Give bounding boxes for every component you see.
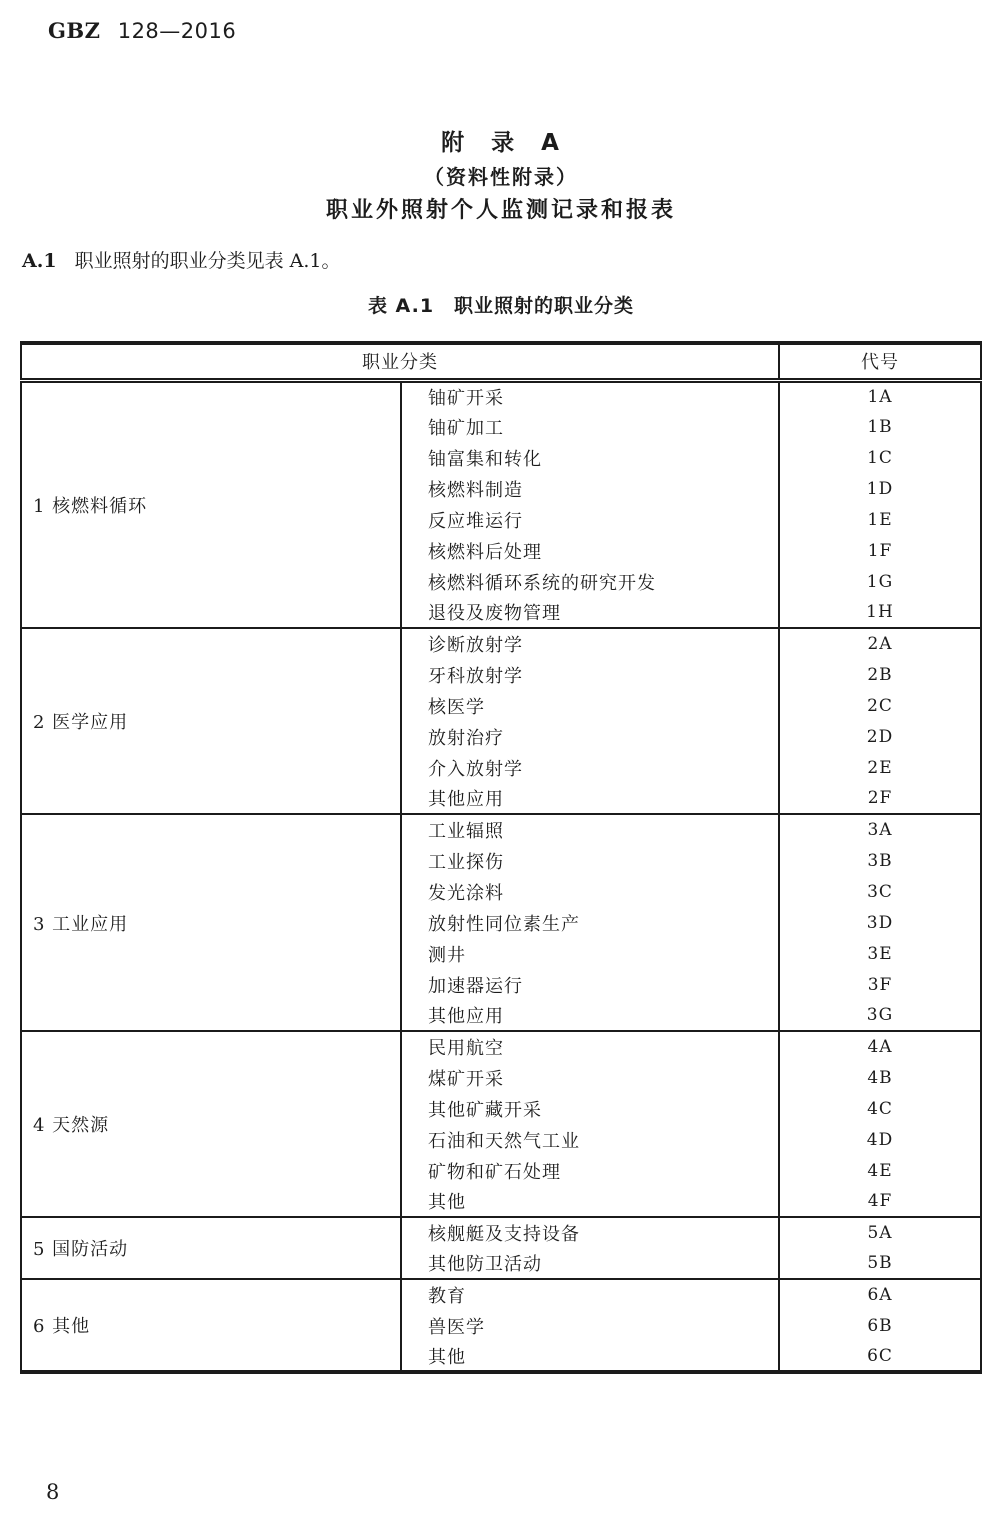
code-cell: 6A — [779, 1279, 981, 1310]
activity-cell: 民用航空 — [401, 1031, 779, 1062]
group-label-cell: 6 其他 — [21, 1279, 401, 1372]
activity-cell: 牙科放射学 — [401, 659, 779, 690]
code-cell: 1G — [779, 566, 981, 597]
code-cell: 4F — [779, 1186, 981, 1217]
code-cell: 4E — [779, 1155, 981, 1186]
code-cell: 3G — [779, 1000, 981, 1031]
group-label-cell: 5 国防活动 — [21, 1217, 401, 1279]
code-cell: 2B — [779, 659, 981, 690]
appendix-heading: 职业外照射个人监测记录和报表 — [325, 198, 676, 223]
code-cell: 5B — [779, 1248, 981, 1279]
code-cell: 2E — [779, 752, 981, 783]
code-cell: 4C — [779, 1093, 981, 1124]
appendix-title: 附 录 A — [441, 130, 561, 156]
group-label-cell: 4 天然源 — [21, 1031, 401, 1217]
table-row — [21, 1279, 981, 1310]
activity-cell: 铀富集和转化 — [401, 442, 779, 473]
table-row — [21, 628, 981, 659]
table-row — [21, 814, 981, 845]
activity-cell: 诊断放射学 — [401, 628, 779, 659]
activity-cell: 核燃料后处理 — [401, 535, 779, 566]
group-label-cell: 1 核燃料循环 — [21, 380, 401, 628]
activity-cell: 煤矿开采 — [401, 1062, 779, 1093]
activity-cell: 加速器运行 — [401, 969, 779, 1000]
table-row — [21, 380, 981, 411]
code-cell: 1A — [779, 380, 981, 411]
table-row — [21, 1217, 981, 1248]
activity-cell: 其他防卫活动 — [401, 1248, 779, 1279]
standard-number — [48, 18, 236, 43]
activity-cell: 矿物和矿石处理 — [401, 1155, 779, 1186]
activity-cell: 核燃料制造 — [401, 473, 779, 504]
code-cell: 3B — [779, 845, 981, 876]
activity-cell: 测井 — [401, 938, 779, 969]
activity-cell: 铀矿开采 — [401, 380, 779, 411]
header-category: 职业分类 — [21, 343, 779, 380]
clause-text: 职业照射的职业分类见表 A.1。 — [74, 250, 341, 272]
activity-cell: 放射性同位素生产 — [401, 907, 779, 938]
standard-digits: 128—2016 — [117, 19, 237, 43]
standard-prefix: GBZ — [48, 18, 101, 43]
code-cell: 3F — [779, 969, 981, 1000]
clause-number: A.1 — [22, 250, 57, 272]
code-cell: 3E — [779, 938, 981, 969]
table-row — [21, 1031, 981, 1062]
activity-cell: 发光涂料 — [401, 876, 779, 907]
code-cell: 4D — [779, 1124, 981, 1155]
code-cell: 1D — [779, 473, 981, 504]
code-cell: 4A — [779, 1031, 981, 1062]
code-cell: 1C — [779, 442, 981, 473]
table-caption: 表 A.1 职业照射的职业分类 — [367, 295, 635, 317]
code-cell: 1B — [779, 411, 981, 442]
code-cell: 1E — [779, 504, 981, 535]
activity-cell: 反应堆运行 — [401, 504, 779, 535]
activity-cell: 工业辐照 — [401, 814, 779, 845]
code-cell: 3C — [779, 876, 981, 907]
activity-cell: 放射治疗 — [401, 721, 779, 752]
activity-cell: 核舰艇及支持设备 — [401, 1217, 779, 1248]
activity-cell: 其他矿藏开采 — [401, 1093, 779, 1124]
activity-cell: 兽医学 — [401, 1310, 779, 1341]
header-code: 代号 — [779, 343, 981, 380]
code-cell: 2A — [779, 628, 981, 659]
code-cell: 2D — [779, 721, 981, 752]
activity-cell: 核医学 — [401, 690, 779, 721]
code-cell: 5A — [779, 1217, 981, 1248]
activity-cell: 核燃料循环系统的研究开发 — [401, 566, 779, 597]
group-label-cell: 3 工业应用 — [21, 814, 401, 1031]
activity-cell: 铀矿加工 — [401, 411, 779, 442]
activity-cell: 石油和天然气工业 — [401, 1124, 779, 1155]
group-label-cell: 2 医学应用 — [21, 628, 401, 814]
code-cell: 1F — [779, 535, 981, 566]
table-header-row — [21, 343, 981, 380]
clause-a1 — [22, 246, 340, 273]
page-number: 8 — [46, 1480, 60, 1504]
code-cell: 2F — [779, 783, 981, 814]
code-cell: 6B — [779, 1310, 981, 1341]
appendix-subtitle: （资料性附录） — [424, 165, 578, 189]
activity-cell: 其他应用 — [401, 1000, 779, 1031]
activity-cell: 其他应用 — [401, 783, 779, 814]
activity-cell: 其他 — [401, 1186, 779, 1217]
code-cell: 1H — [779, 597, 981, 628]
activity-cell: 介入放射学 — [401, 752, 779, 783]
code-cell: 6C — [779, 1341, 981, 1372]
code-cell: 2C — [779, 690, 981, 721]
code-cell: 3D — [779, 907, 981, 938]
code-cell: 3A — [779, 814, 981, 845]
activity-cell: 教育 — [401, 1279, 779, 1310]
classification-table — [20, 341, 982, 1374]
activity-cell: 退役及废物管理 — [401, 597, 779, 628]
code-cell: 4B — [779, 1062, 981, 1093]
activity-cell: 工业探伤 — [401, 845, 779, 876]
activity-cell: 其他 — [401, 1341, 779, 1372]
